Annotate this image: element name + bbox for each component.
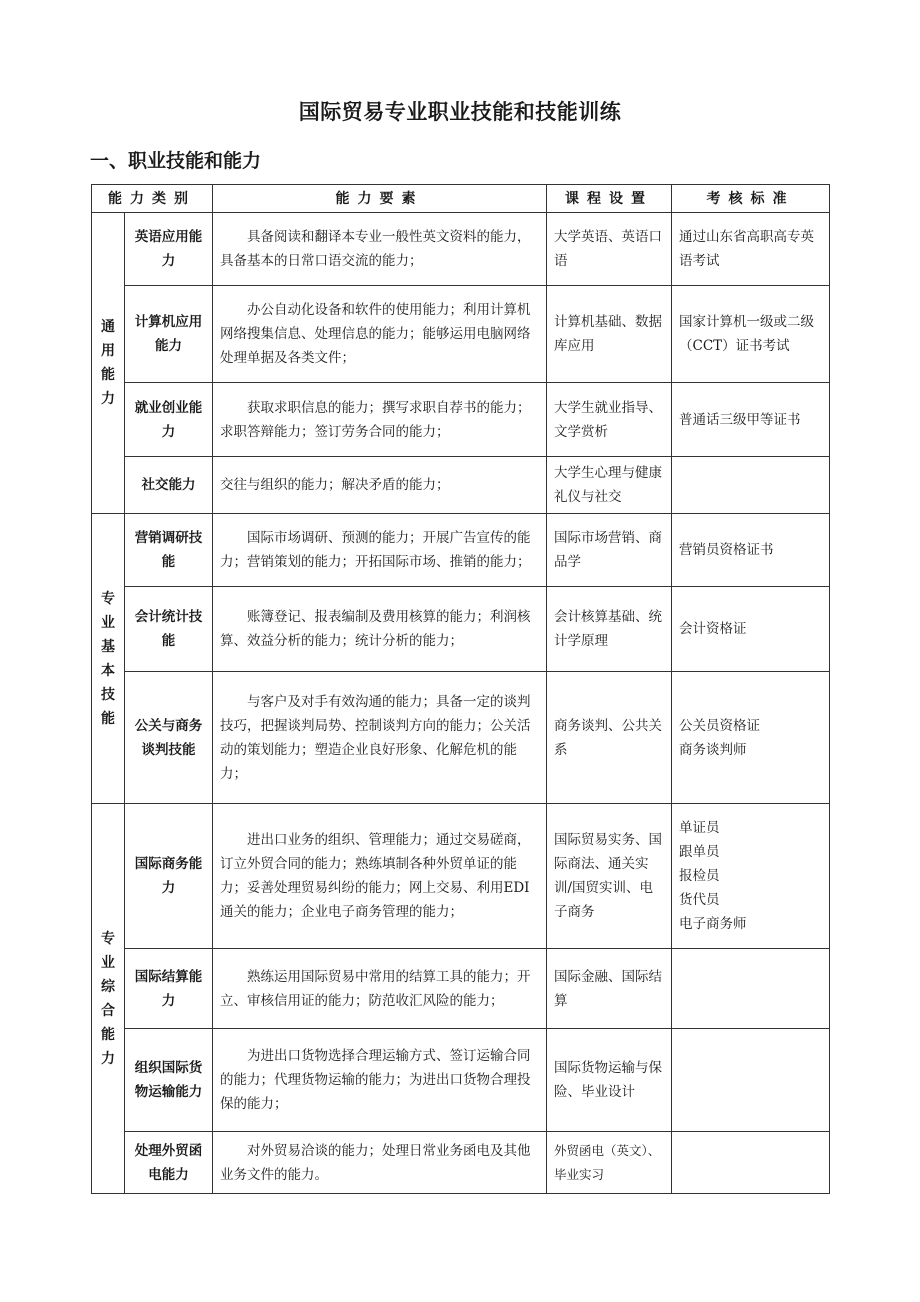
header-standard: 考核标准 [672, 185, 830, 213]
standard [672, 1029, 830, 1132]
table-row [92, 1029, 830, 1132]
course: 国际市场营销、商品学 [547, 514, 672, 587]
header-category: 能力类别 [92, 185, 213, 213]
sub-ability: 计算机应用能力 [125, 286, 213, 383]
table-row [92, 383, 830, 457]
certificate: 货代员 [679, 892, 720, 908]
sub-ability: 会计统计技能 [125, 587, 213, 672]
sub-ability: 营销调研技能 [125, 514, 213, 587]
course: 大学英语、英语口语 [547, 213, 672, 286]
certificate: 电子商务师 [679, 916, 747, 932]
sub-ability: 组织国际货物运输能力 [125, 1029, 213, 1132]
certificate: 单证员 [679, 820, 720, 836]
category-professional-basic: 专业基本技能 [92, 514, 125, 804]
table-row [92, 949, 830, 1029]
table-row [92, 1132, 830, 1194]
section-heading: 一、职业技能和能力 [90, 150, 262, 172]
category-professional-comprehensive: 专业综合能力 [92, 804, 125, 1194]
requirement: 国际市场调研、预测的能力；开展广告宣传的能力；营销策划的能力；开拓国际市场、推销的能力； [213, 514, 547, 587]
requirement: 具备阅读和翻译本专业一般性英文资料的能力，具备基本的日常口语交流的能力； [213, 213, 547, 286]
certificate: 公关员资格证 [679, 717, 760, 734]
sub-ability: 国际商务能力 [125, 804, 213, 949]
requirement: 与客户及对手有效沟通的能力；具备一定的谈判技巧，把握谈判局势、控制谈判方向的能力；公关活动的策划能力；塑造企业良好形象、化解危机的能力； [213, 672, 547, 804]
table-header-row [92, 185, 830, 213]
requirement: 账簿登记、报表编制及费用核算的能力；利润核算、效益分析的能力；统计分析的能力； [213, 587, 547, 672]
course: 外贸函电（英文）、毕业实习 [547, 1132, 672, 1194]
requirement: 交往与组织的能力；解决矛盾的能力； [213, 457, 547, 514]
sub-ability: 处理外贸函电能力 [125, 1132, 213, 1194]
standard [672, 457, 830, 514]
sub-ability: 社交能力 [125, 457, 213, 514]
standard [672, 672, 830, 804]
standard: 普通话三级甲等证书 [672, 383, 830, 457]
course: 国际贸易实务、国际商法、通关实训/国贸实训、电子商务 [547, 804, 672, 949]
header-requirement: 能力要素 [213, 185, 547, 213]
sub-ability: 就业创业能力 [125, 383, 213, 457]
table-row [92, 457, 830, 514]
header-course: 课程设置 [547, 185, 672, 213]
requirement: 获取求职信息的能力；撰写求职自荐书的能力；求职答辩能力；签订劳务合同的能力； [213, 383, 547, 457]
table-row [92, 286, 830, 383]
requirement: 熟练运用国际贸易中常用的结算工具的能力；开立、审核信用证的能力；防范收汇风险的能力； [213, 949, 547, 1029]
table-row [92, 514, 830, 587]
course: 国际金融、国际结算 [547, 949, 672, 1029]
course: 大学生心理与健康礼仪与社交 [547, 457, 672, 514]
course: 会计核算基础、统计学原理 [547, 587, 672, 672]
course: 计算机基础、数据库应用 [547, 286, 672, 383]
standard [672, 1132, 830, 1194]
table-row [92, 672, 830, 804]
certificate: 报检员 [679, 868, 720, 884]
certificate: 商务谈判师 [679, 741, 747, 758]
course: 国际货物运输与保险、毕业设计 [547, 1029, 672, 1132]
standard: 通过山东省高职高专英语考试 [672, 213, 830, 286]
certificate: 跟单员 [679, 844, 720, 860]
category-general: 通用能力 [92, 213, 125, 514]
table-row [92, 804, 830, 949]
sub-ability: 国际结算能力 [125, 949, 213, 1029]
skills-table [91, 184, 830, 1194]
standard: 营销员资格证书 [672, 514, 830, 587]
requirement: 办公自动化设备和软件的使用能力；利用计算机网络搜集信息、处理信息的能力；能够运用电脑网络处理单据及各类文件； [213, 286, 547, 383]
course: 商务谈判、公共关系 [547, 672, 672, 804]
sub-ability: 英语应用能力 [125, 213, 213, 286]
requirement: 对外贸易洽谈的能力；处理日常业务函电及其他业务文件的能力。 [213, 1132, 547, 1194]
standard [672, 949, 830, 1029]
course: 大学生就业指导、文学赏析 [547, 383, 672, 457]
standard: 国家计算机一级或二级（CCT）证书考试 [672, 286, 830, 383]
table-row [92, 587, 830, 672]
standard: 会计资格证 [672, 587, 830, 672]
requirement: 为进出口货物选择合理运输方式、签订运输合同的能力；代理货物运输的能力；为进出口货物合理投保的能力； [213, 1029, 547, 1132]
requirement: 进出口业务的组织、管理能力；通过交易磋商，订立外贸合同的能力；熟练填制各种外贸单证的能力；妥善处理贸易纠纷的能力；网上交易、利用EDI通关的能力；企业电子商务管理的能力； [213, 804, 547, 949]
page-title: 国际贸易专业职业技能和技能训练 [298, 100, 622, 124]
standard [672, 804, 830, 949]
table-row [92, 213, 830, 286]
sub-ability: 公关与商务谈判技能 [125, 672, 213, 804]
